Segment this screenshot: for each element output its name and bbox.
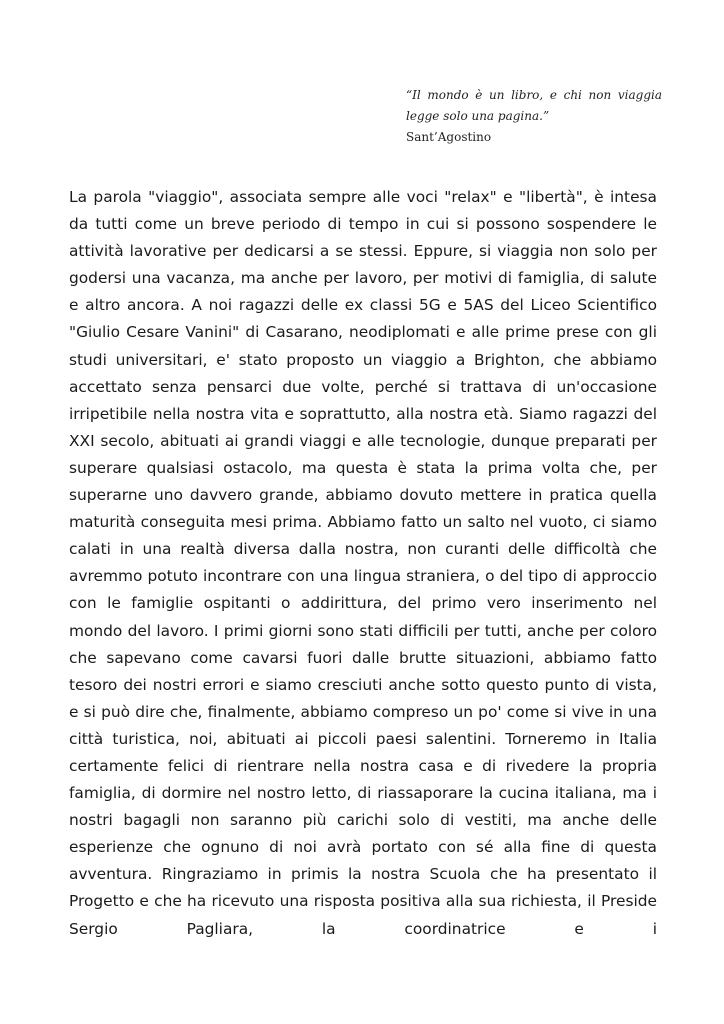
epigraph-author: Sant’Agostino <box>406 130 492 144</box>
epigraph-quote: “Il mondo è un libro, e chi non viaggia legge solo una pagina.” <box>406 88 662 123</box>
body-paragraph: La parola "viaggio", associata sempre alle voci "relax" e "libertà", è intesa da tutti come un breve periodo di tempo in cui si possono sospendere le attività lavorative per dedicarsi a se stessi. Eppure, si viaggia non solo per godersi una vacanza, ma anche per lavoro, per motivi di famiglia, di salute e altro ancora. A noi ragazzi delle ex classi 5G e 5AS del Liceo Scientifico "Giulio Cesare Vanini" di Casarano, neodiplomati e alle prime prese con gli studi universitari, e' stato proposto un viaggio a Brighton, che abbiamo accettato senza pensarci due volte, perché si trattava di un'occasione irripetibile nella nostra vita e soprattutto, alla nostra età. Siamo ragazzi del XXI secolo, abituati ai grandi viaggi e alle tecnologie, dunque preparati per superare qualsiasi ostacolo, ma questa è stata la prima volta che, per superarne uno davvero grande, abbiamo dovuto mettere in pratica quella maturità conseguita mesi prima. Abbiamo fatto un salto nel vuoto, ci siamo calati in una realtà diversa dalla nostra, non curanti delle difficoltà che avremmo potuto incontrare con una lingua straniera, o del tipo di approccio con le famiglie ospitanti o addirittura, del primo vero inserimento nel mondo del lavoro. I primi giorni sono stati difficili per tutti, anche per coloro che sapevano come cavarsi fuori dalle brutte situazioni, abbiamo fatto tesoro dei nostri errori e siamo cresciuti anche sotto questo punto di vista, e si può dire che, finalmente, abbiamo compreso un po' come si vive in una città turistica, noi, abituati ai piccoli paesi salentini. Torneremo in Italia certamente felici di rientrare nella nostra casa e di rivedere la propria famiglia, di dormire nel nostro letto, di riassaporare la cucina italiana, ma i nostri bagagli non saranno più carichi solo di vestiti, ma anche delle esperienze che ognuno di noi avrà portato con sé alla fine di questa avventura. Ringraziamo in primis la nostra Scuola che ha presentato il Progetto e che ha ricevuto una risposta positiva alla sua richiesta, il Preside Sergio Pagliara, la coordinatrice e i <box>69 188 657 938</box>
epigraph <box>406 85 662 148</box>
